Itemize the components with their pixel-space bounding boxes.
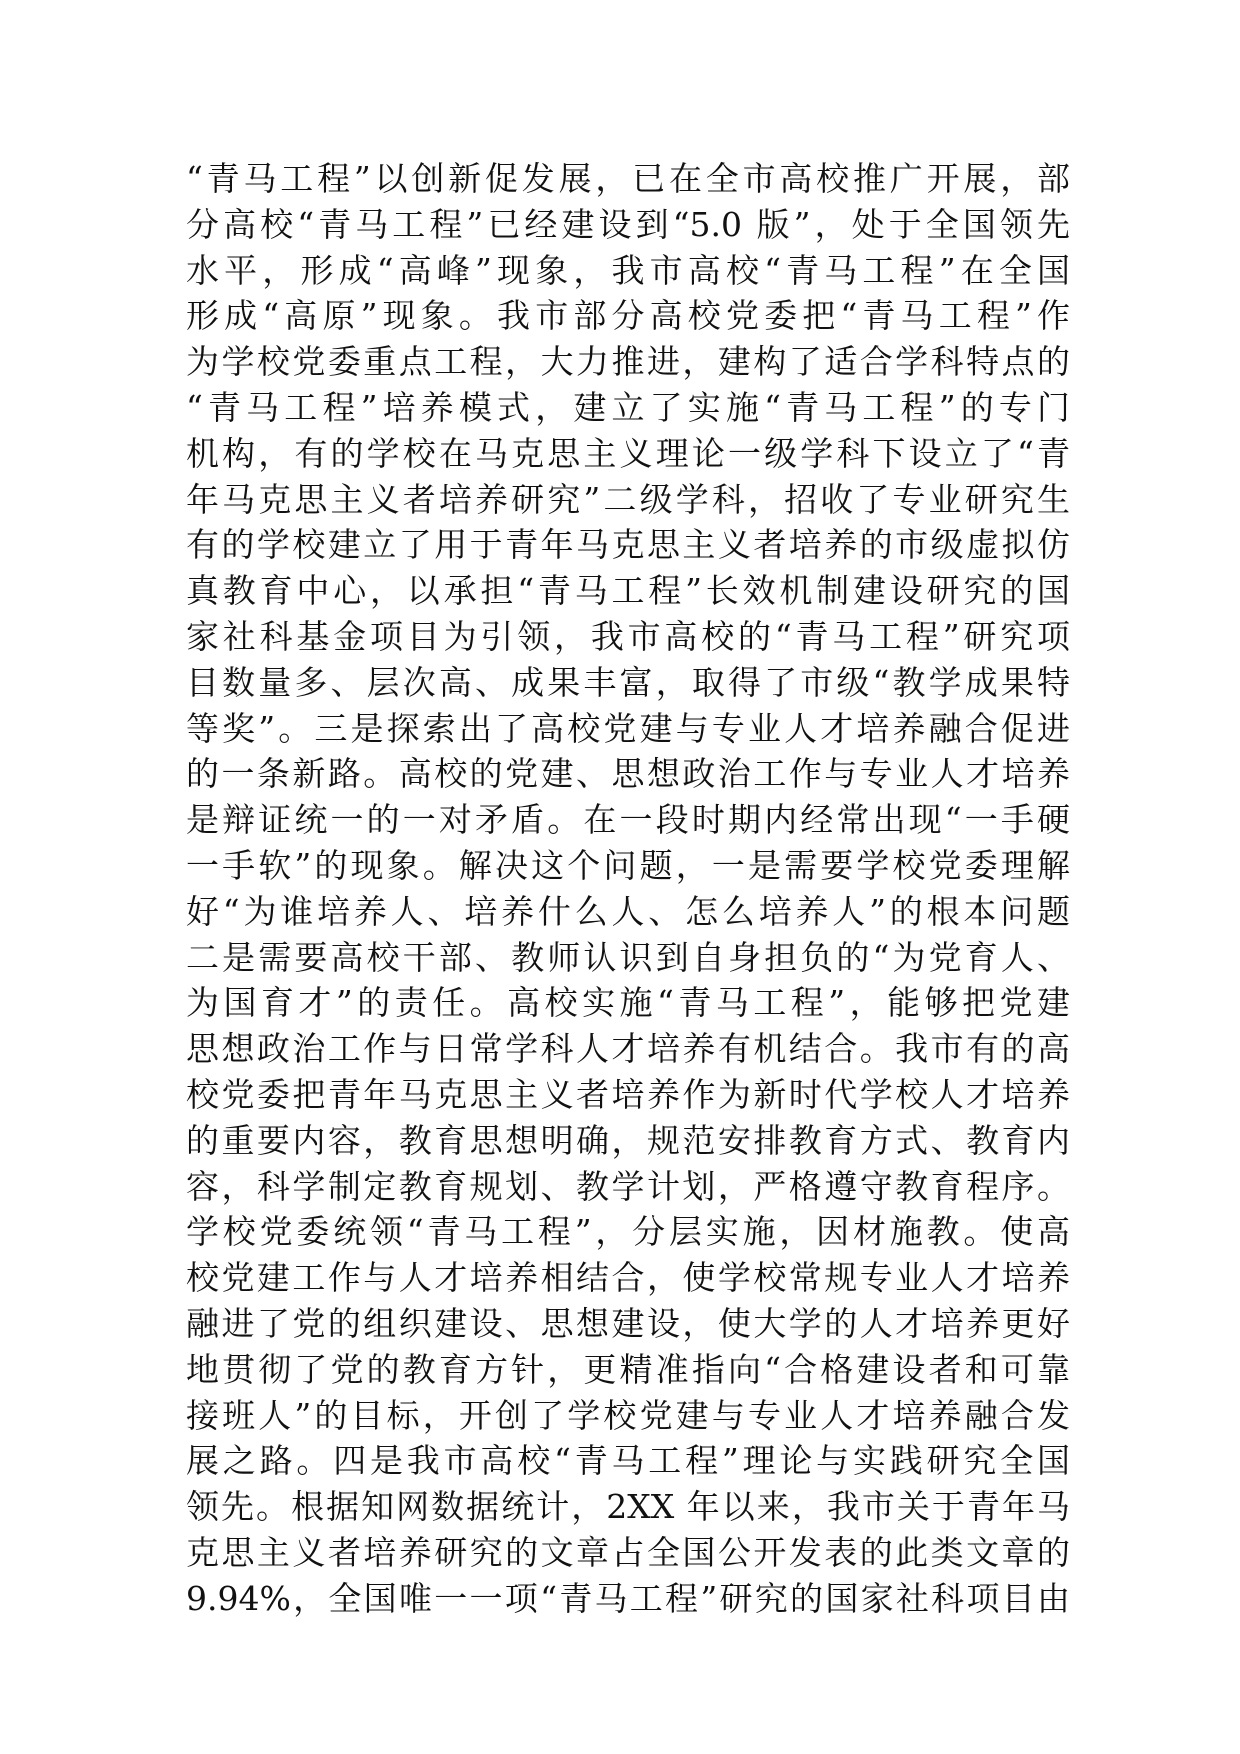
body-paragraph <box>186 156 1070 1622</box>
text-line: 融进了党的组织建设、思想建设，使大学的人才培养更好 <box>186 1303 1070 1343</box>
text-line: 展之路。四是我市高校“青马工程”理论与实践研究全国 <box>186 1441 1070 1481</box>
text-line: 思想政治工作与日常学科人才培养有机结合。我市有的高 <box>186 1029 1070 1069</box>
text-line: 有的学校建立了用于青年马克思主义者培养的市级虚拟仿 <box>186 525 1070 565</box>
text-line: 的重要内容，教育思想明确，规范安排教育方式、教育内 <box>186 1120 1070 1160</box>
text-line: “青马工程”以创新促发展，已在全市高校推广开展，部 <box>186 159 1070 198</box>
text-line: 容，科学制定教育规划、教学计划，严格遵守教育程序。 <box>186 1166 1070 1206</box>
text-line: 9.94%，全国唯一一项“青马工程”研究的国家社科项目由 <box>186 1578 1070 1618</box>
text-line: “青马工程”培养模式，建立了实施“青马工程”的专门 <box>186 387 1070 427</box>
text-line: 家社科基金项目为引领，我市高校的“青马工程”研究项 <box>186 616 1070 656</box>
text-line: 为学校党委重点工程，大力推进，建构了适合学科特点的 <box>186 342 1070 382</box>
text-line: 形成“高原”现象。我市部分高校党委把“青马工程”作 <box>186 296 1070 336</box>
text-line: 领先。根据知网数据统计，2XX 年以来，我市关于青年马 <box>186 1487 1070 1527</box>
text-line: 水平，形成“高峰”现象，我市高校“青马工程”在全国 <box>186 250 1070 290</box>
text-line: 的一条新路。高校的党建、思想政治工作与专业人才培养 <box>186 754 1070 794</box>
text-line: 机构，有的学校在马克思主义理论一级学科下设立了“青 <box>186 433 1070 473</box>
text-line: 真教育中心，以承担“青马工程”长效机制建设研究的国 <box>186 571 1070 611</box>
text-line: 地贯彻了党的教育方针，更精准指向“合格建设者和可靠 <box>186 1349 1070 1389</box>
text-line: 等奖”。三是探索出了高校党建与专业人才培养融合促进 <box>186 708 1070 748</box>
text-line: 校党委把青年马克思主义者培养作为新时代学校人才培养 <box>186 1074 1070 1114</box>
text-line: 为国育才”的责任。高校实施“青马工程”，能够把党建 <box>186 983 1070 1023</box>
text-line: 克思主义者培养研究的文章占全国公开发表的此类文章的 <box>186 1532 1070 1572</box>
text-line: 分高校“青马工程”已经建设到“5.0 版”，处于全国领先 <box>186 204 1070 244</box>
text-line: 接班人”的目标，开创了学校党建与专业人才培养融合发 <box>186 1395 1070 1435</box>
text-line: 二是需要高校干部、教师认识到自身担负的“为党育人、 <box>186 937 1070 977</box>
text-line: 好“为谁培养人、培养什么人、怎么培养人”的根本问题 <box>186 891 1070 931</box>
text-line: 是辩证统一的一对矛盾。在一段时期内经常出现“一手硬 <box>186 800 1070 840</box>
text-line: 年马克思主义者培养研究”二级学科，招收了专业研究生 <box>186 479 1070 519</box>
text-line: 校党建工作与人才培养相结合，使学校常规专业人才培养 <box>186 1258 1070 1298</box>
text-line: 一手软”的现象。解决这个问题，一是需要学校党委理解 <box>186 845 1070 885</box>
text-line: 目数量多、层次高、成果丰富，取得了市级“教学成果特 <box>186 662 1070 702</box>
text-line: 学校党委统领“青马工程”，分层实施，因材施教。使高 <box>186 1212 1070 1252</box>
